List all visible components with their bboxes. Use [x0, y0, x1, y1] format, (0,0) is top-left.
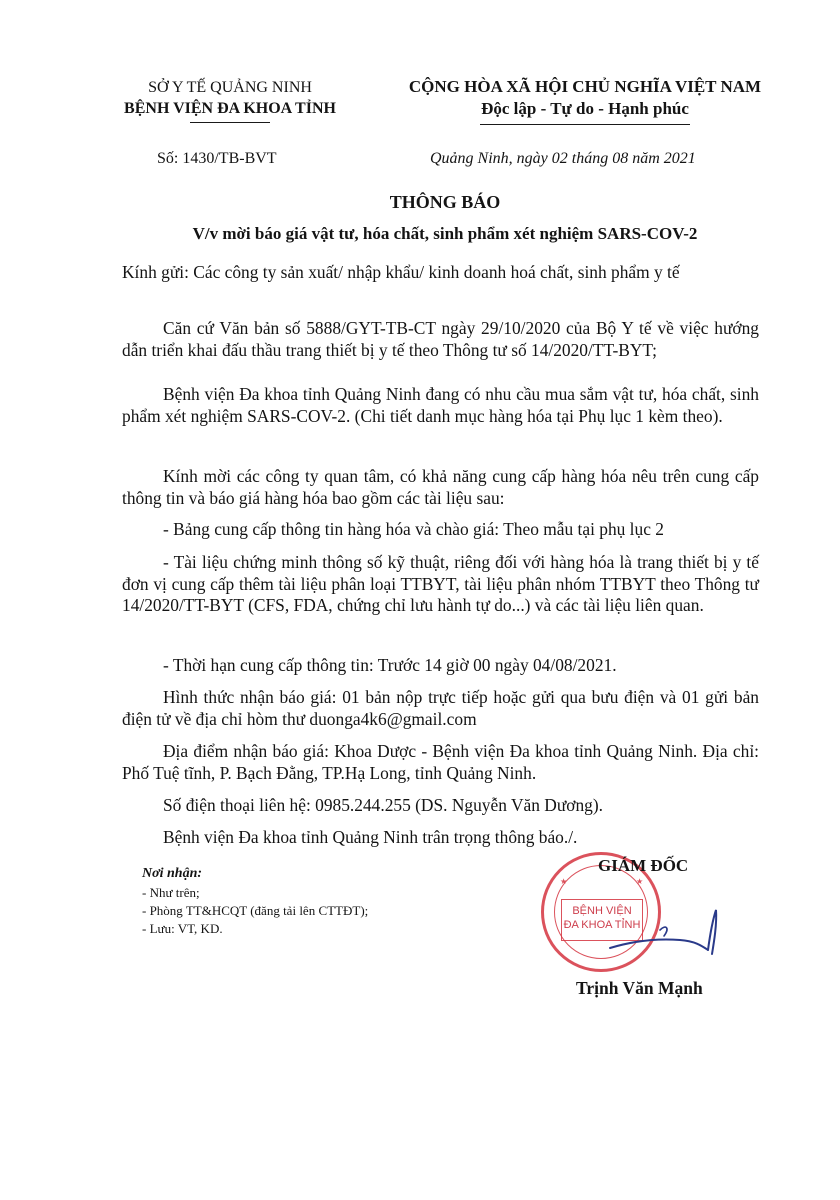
- header-left-rule: [190, 122, 270, 123]
- addressee: Kính gửi: Các công ty sản xuất/ nhập khẩu/ kinh doanh hoá chất, sinh phẩm y tế: [122, 262, 680, 282]
- department-name: SỞ Y TẾ QUẢNG NINH: [148, 79, 312, 96]
- paragraph-text: - Thời hạn cung cấp thông tin: Trước 14 giờ 00 ngày 04/08/2021.: [163, 655, 617, 675]
- paragraph-text: Số điện thoại liên hệ: 0985.244.255 (DS. Nguyễn Văn Dương).: [163, 795, 603, 815]
- paragraph-submission-method: [122, 687, 759, 730]
- paragraph-item-price-table: [122, 519, 759, 541]
- stamp-star-icon: ★: [560, 877, 568, 886]
- document-title: THÔNG BÁO: [389, 192, 501, 212]
- document-subject: V/v mời báo giá vật tư, hóa chất, sinh phẩm xét nghiệm SARS-COV-2: [192, 224, 698, 243]
- paragraph-text: Căn cứ Văn bản số 5888/GYT-TB-CT ngày 29/10/2020 của Bộ Y tế về việc hướng dẫn triển khai đấu thầu trang thiết bị y tế theo Thông tư số 14/2020/TT-BYT;: [122, 318, 759, 360]
- paragraph-need: [122, 384, 759, 427]
- hospital-name: BỆNH VIỆN ĐA KHOA TỈNH: [124, 100, 336, 117]
- paragraph-text: Hình thức nhận báo giá: 01 bản nộp trực tiếp hoặc gửi qua bưu điện và 01 gửi bản điện tử về địa chỉ hòm thư duonga4k6@gmail.com: [122, 687, 759, 729]
- signer-name: Trịnh Văn Mạnh: [576, 978, 703, 998]
- paragraph-text: Bệnh viện Đa khoa tỉnh Quảng Ninh trân trọng thông báo./.: [163, 827, 578, 847]
- country-name: CỘNG HÒA XÃ HỘI CHỦ NGHĨA VIỆT NAM: [408, 77, 762, 96]
- header-right-rule: [480, 124, 690, 125]
- recipients-label: Nơi nhận:: [142, 866, 203, 881]
- paragraph-legal-basis: [122, 318, 759, 361]
- paragraph-text: - Tài liệu chứng minh thông số kỹ thuật, riêng đối với hàng hóa là trang thiết bị y tế đơn vị cung cấp thêm tài liệu phân loại TTBYT, tài liệu phân nhóm TTBYT theo Thông tư 14/2020/TT-BYT (CFS, FDA, chứng chỉ lưu hành tự do...) và các tài liệu liên quan.: [122, 552, 759, 616]
- recipient-item: - Phòng TT&HCQT (đăng tải lên CTTĐT);: [142, 903, 369, 918]
- place-date: Quảng Ninh, ngày 02 tháng 08 năm 2021: [430, 150, 696, 167]
- paragraph-text: - Bảng cung cấp thông tin hàng hóa và chào giá: Theo mẫu tại phụ lục 2: [163, 519, 664, 539]
- stamp-star-icon: ★: [636, 877, 644, 886]
- stamp-line: ĐA KHOA TỈNH: [563, 919, 641, 931]
- recipient-item: - Lưu: VT, KD.: [142, 921, 223, 936]
- paragraph-deadline: [122, 655, 759, 677]
- signer-position: GIÁM ĐỐC: [598, 856, 689, 875]
- document-number: Số: 1430/TB-BVT: [157, 150, 277, 167]
- paragraph-contact-phone: [122, 795, 759, 817]
- paragraph-invitation: [122, 466, 759, 509]
- national-motto: Độc lập - Tự do - Hạnh phúc: [481, 99, 689, 118]
- paragraph-text: Kính mời các công ty quan tâm, có khả năng cung cấp hàng hóa nêu trên cung cấp thông tin và báo giá hàng hóa bao gồm các tài liệu sau:: [122, 466, 759, 508]
- paragraph-location: [122, 741, 759, 784]
- recipient-item: - Như trên;: [142, 885, 200, 900]
- stamp-line: BỆNH VIỆN: [572, 905, 632, 917]
- paragraph-text: Địa điểm nhận báo giá: Khoa Dược - Bệnh viện Đa khoa tỉnh Quảng Ninh. Địa chỉ: Phố Tuệ tĩnh, P. Bạch Đằng, TP.Hạ Long, tỉnh Quảng Ninh.: [122, 741, 759, 783]
- paragraph-closing: [122, 827, 759, 849]
- paragraph-item-technical-docs: [122, 552, 759, 617]
- paragraph-text: Bệnh viện Đa khoa tỉnh Quảng Ninh đang có nhu cầu mua sắm vật tư, hóa chất, sinh phẩm xét nghiệm SARS-COV-2. (Chi tiết danh mục hàng hóa tại Phụ lục 1 kèm theo).: [122, 384, 759, 426]
- handwritten-signature: [600, 890, 760, 970]
